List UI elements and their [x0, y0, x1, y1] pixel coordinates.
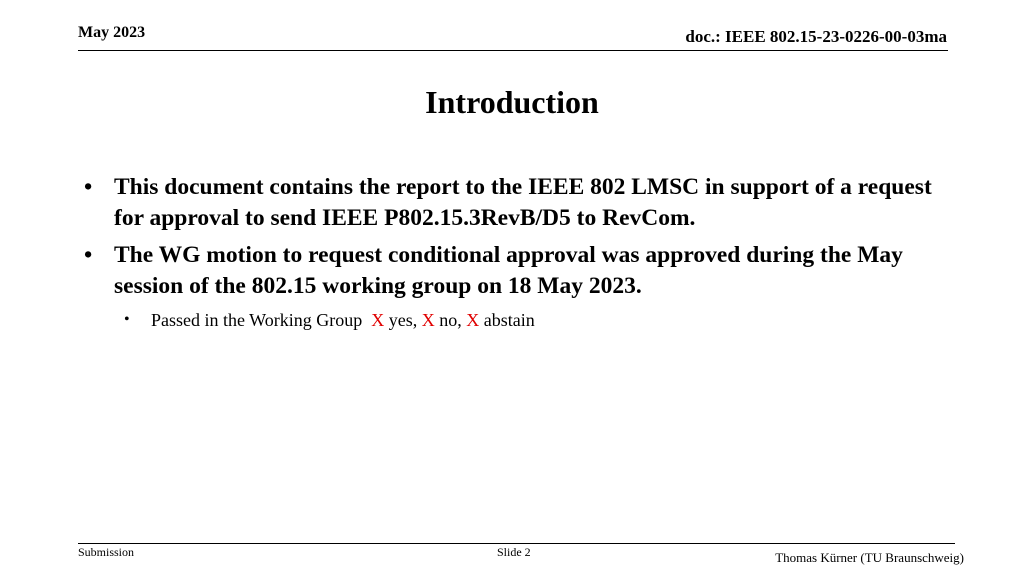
sub-bullet-item	[84, 308, 944, 332]
slide-title: Introduction	[425, 84, 599, 120]
header-divider	[78, 50, 948, 51]
bullet-glyph: •	[84, 242, 93, 268]
slide-body	[84, 172, 944, 332]
header-doc-id: doc.: IEEE 802.15-23-0226-00-03ma	[685, 27, 947, 46]
vote-abstain-label: abstain	[483, 310, 535, 330]
vote-no-count: X	[421, 310, 435, 330]
bullet-text: The WG motion to request conditional approval was approved during the May session of the 802.15 working group on 18 May 2023.	[114, 242, 903, 299]
vote-abstain-count: X	[466, 310, 480, 330]
footer-submission: Submission	[78, 545, 135, 559]
vote-no-label: no,	[439, 310, 462, 330]
bullet-item	[84, 172, 944, 234]
vote-yes-count: X	[371, 310, 385, 330]
vote-yes-label: yes,	[388, 310, 418, 330]
footer-author: Thomas Kürner (TU Braunschweig)	[775, 550, 964, 565]
bullet-glyph: •	[84, 174, 93, 200]
vote-prefix: Passed in the Working Group	[151, 310, 363, 330]
footer-slide-number: Slide 2	[497, 545, 531, 559]
footer-divider	[78, 543, 955, 544]
header-date: May 2023	[78, 24, 146, 41]
bullet-glyph: •	[124, 311, 130, 328]
bullet-text: This document contains the report to the IEEE 802 LMSC in support of a request for approval to send IEEE P802.15.3RevB/D5 to RevCom.	[114, 174, 932, 231]
bullet-item	[84, 240, 944, 302]
